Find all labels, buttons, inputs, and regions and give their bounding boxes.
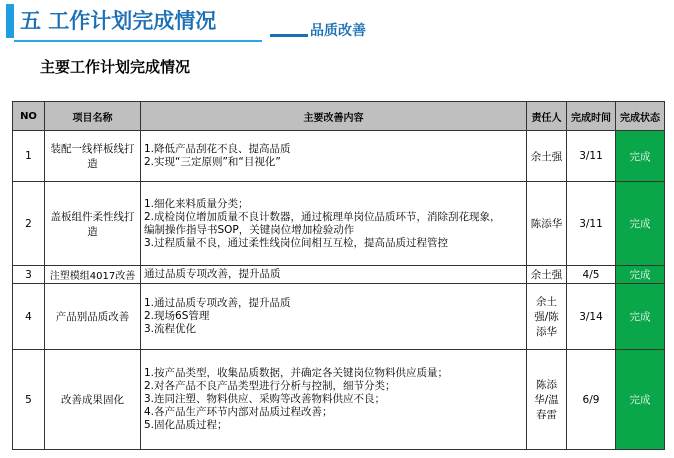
- column-header-time: 完成时间: [567, 102, 616, 131]
- row-time: 6/9: [567, 350, 616, 450]
- column-header-content: 主要改善内容: [141, 102, 527, 131]
- content-line: 3.过程质量不良，通过柔性线岗位间相互互检，提高品质过程管控: [144, 236, 449, 249]
- row-content: [141, 182, 527, 266]
- content-line: 1.通过品质专项改善，提升品质: [144, 297, 291, 309]
- main-title: 主要工作计划完成情况: [40, 58, 191, 76]
- status-badge: 完成: [616, 131, 665, 182]
- plan-table: [12, 101, 665, 450]
- row-name: 改善成果固化: [45, 350, 141, 450]
- sub-title: 品质改善: [310, 23, 366, 39]
- row-owner: 陈添华/温春雷: [527, 350, 567, 450]
- content-line: 1.按产品类型，收集品质数据，并确定各关键岗位物料供应质量；: [144, 367, 449, 379]
- row-no: 1: [13, 131, 45, 182]
- row-name: 注塑模组4017改善: [45, 266, 141, 284]
- content-line: 1.细化来料质量分类；: [144, 197, 249, 210]
- table-row: [13, 284, 665, 350]
- column-header-owner: 责任人: [527, 102, 567, 131]
- table-row: [13, 350, 665, 450]
- column-header-no: NO: [13, 102, 45, 131]
- status-badge: 完成: [616, 266, 665, 284]
- row-time: 4/5: [567, 266, 616, 284]
- content-line: 2.实现“三定原则”和“目视化”: [144, 156, 281, 168]
- table-row: [13, 266, 665, 284]
- status-badge: 完成: [616, 182, 665, 266]
- row-name: 盖板组件柔性线打造: [45, 182, 141, 266]
- table-row: [13, 182, 665, 266]
- column-header-status: 完成状态: [616, 102, 665, 131]
- row-name: 产品别品质改善: [45, 284, 141, 350]
- row-no: 2: [13, 182, 45, 266]
- content-line: 3.流程优化: [144, 323, 197, 335]
- header-rule: [14, 40, 262, 42]
- sub-title-line: [270, 34, 308, 37]
- row-no: 3: [13, 266, 45, 284]
- section-title: 五 工作计划完成情况: [20, 9, 217, 33]
- row-no: 4: [13, 284, 45, 350]
- content-line: 2.现场6S管理: [144, 310, 210, 322]
- content-line: 5.固化品质过程；: [144, 419, 228, 431]
- row-content: [141, 266, 527, 284]
- header-bar: [0, 0, 674, 42]
- content-line: 2.成检岗位增加质量不良计数器，通过梳理单岗位品质环节，消除刮花现象，: [144, 210, 501, 223]
- row-owner: 余土强: [527, 131, 567, 182]
- row-time: 3/14: [567, 284, 616, 350]
- content-line: 编制操作指导书SOP，关键岗位增加检验动作: [144, 223, 355, 236]
- status-badge: 完成: [616, 284, 665, 350]
- row-time: 3/11: [567, 182, 616, 266]
- row-content: [141, 284, 527, 350]
- column-header-name: 项目名称: [45, 102, 141, 131]
- row-content: [141, 131, 527, 182]
- content-line: 1.降低产品刮花不良、提高品质: [144, 143, 291, 155]
- row-name: 装配一线样板线打造: [45, 131, 141, 182]
- row-time: 3/11: [567, 131, 616, 182]
- content-line: 2.对各产品不良产品类型进行分析与控制，细节分类；: [144, 380, 396, 392]
- row-owner: 余土强/陈添华: [527, 284, 567, 350]
- header-accent: [6, 4, 14, 38]
- content-line: 4.各产品生产环节内部对品质过程改善；: [144, 406, 333, 418]
- content-line: 通过品质专项改善，提升品质: [144, 268, 281, 280]
- status-badge: 完成: [616, 350, 665, 450]
- row-content: [141, 350, 527, 450]
- table-row: [13, 131, 665, 182]
- row-no: 5: [13, 350, 45, 450]
- content-line: 3.连同注塑、物料供应、采购等改善物料供应不良；: [144, 393, 386, 405]
- row-owner: 陈添华: [527, 182, 567, 266]
- table-header-row: [13, 102, 665, 131]
- row-owner: 余土强: [527, 266, 567, 284]
